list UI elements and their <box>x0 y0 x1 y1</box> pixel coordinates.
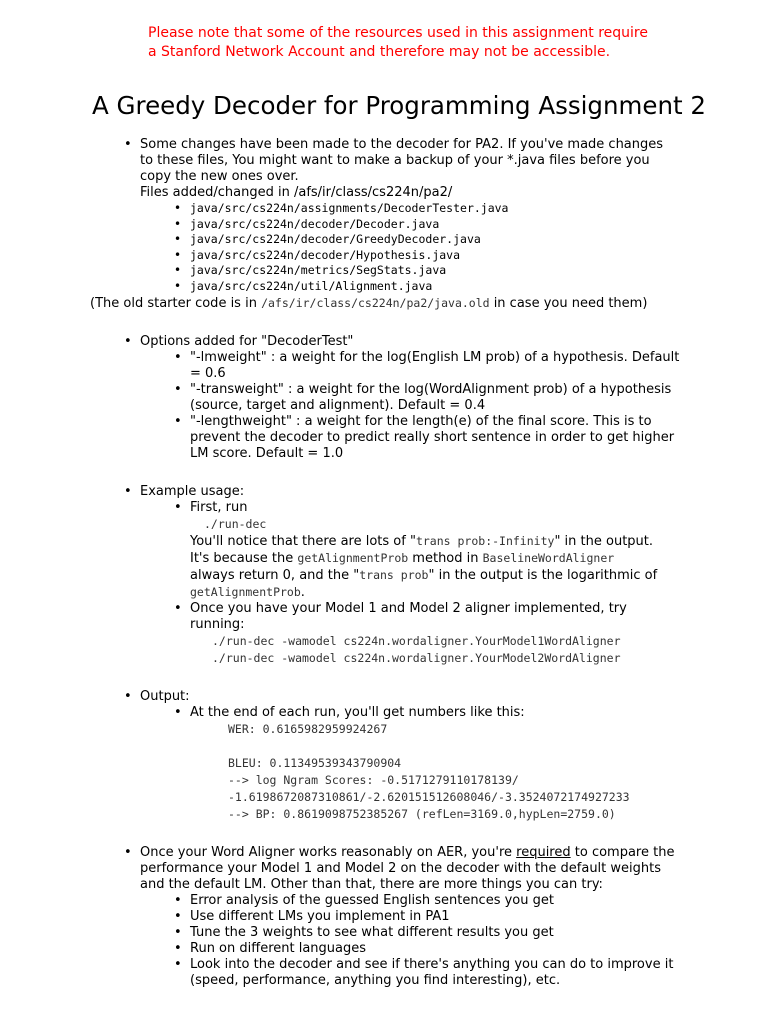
access-notice <box>148 24 648 62</box>
output-at-end <box>140 705 680 823</box>
usage-first-run <box>140 500 680 601</box>
changes-section <box>0 137 768 295</box>
files-list <box>190 201 680 295</box>
options-section <box>0 334 768 462</box>
once-have-label: • Once you have your Model 1 and Model 2 aligner implemented, try running: <box>190 600 627 632</box>
file-item: • java/src/cs224n/util/Alignment.java <box>190 279 680 295</box>
output-list <box>190 705 680 823</box>
always-a: always return 0, and the " <box>190 567 360 583</box>
changes-item <box>0 137 680 295</box>
trans-prob: trans prob <box>359 567 429 582</box>
ngram-line-2: -1.6198672087310861/-2.620151512608046/-3.3524072174927233 <box>228 789 630 804</box>
bp-line: --> BP: 0.8619098752385267 (refLen=3169.0,hypLen=2759.0) <box>228 806 616 821</box>
ngram-line-1: --> log Ngram Scores: -0.5171279110178139/ <box>228 772 519 787</box>
option-lmweight: • "-lmweight" : a weight for the log(English LM prob) of a hypothesis. Default = 0.6 <box>140 350 680 382</box>
tryout-section <box>0 845 768 989</box>
infinity-note-a: You'll notice that there are lots of " <box>190 533 416 549</box>
page-title: A Greedy Decoder for Programming Assignment 2 <box>92 91 706 120</box>
usage-heading: • Example usage: <box>140 483 245 499</box>
get-alignment-prob-2: getAlignmentProb <box>190 584 301 599</box>
files-heading: Files added/changed in /afs/ir/class/cs224n/pa2/ <box>140 185 453 200</box>
options-list <box>190 350 680 462</box>
tryout-list <box>190 893 680 989</box>
cmd-run-dec: ./run-dec <box>204 516 267 531</box>
old-code-prefix: (The old starter code is in <box>90 295 262 311</box>
changes-intro: • Some changes have been made to the decoder for PA2. If you've made changes to these files, You might want to make a backup of your *.java files before you copy the new ones over. <box>140 137 664 184</box>
required-word: required <box>516 844 571 860</box>
notice-line-2: a Stanford Network Account and therefore may not be accessible. <box>148 44 611 60</box>
option-transweight: • "-transweight" : a weight for the log(WordAlignment prob) of a hypothesis (source, target and alignment). Default = 0.4 <box>140 382 680 414</box>
tryout-list-item: • Run on different languages <box>140 941 680 957</box>
option-lengthweight: • "-lengthweight" : a weight for the length(e) of the final score. This is to prevent the decoder to predict really short sentence in order to get higher LM score. Default = 1.0 <box>140 414 680 462</box>
infinity-note-b: " in the output. <box>554 533 654 549</box>
bleu-line: BLEU: 0.11349539343790904 <box>228 755 402 770</box>
output-item <box>0 689 680 823</box>
options-item <box>0 334 680 462</box>
tryout-list-item: • Look into the decoder and see if there's anything you can do to improve it (speed, performance, anything you find interesting), etc. <box>140 957 680 989</box>
tryout-intro <box>140 845 680 893</box>
period: . <box>300 584 305 600</box>
output-section <box>0 689 768 823</box>
because-b: method in <box>408 550 483 566</box>
tryout-list-item: • Tune the 3 weights to see what different results you get <box>140 925 680 941</box>
old-code-path: /afs/ir/class/cs224n/pa2/java.old <box>261 295 490 310</box>
old-code-note <box>90 295 768 312</box>
file-item: • java/src/cs224n/metrics/SegStats.java <box>190 263 680 279</box>
page-content <box>0 137 768 989</box>
cmd-model1: ./run-dec -wamodel cs224n.wordaligner.YourModel1WordAligner <box>212 633 621 648</box>
tryout-item <box>0 845 680 989</box>
because-note <box>190 550 680 567</box>
notice-line-1: Please note that some of the resources used in this assignment require <box>148 25 648 41</box>
output-block <box>190 721 680 823</box>
usage-once-have <box>140 601 680 667</box>
tryout-intro-a: Once your Word Aligner works reasonably on AER, you're <box>140 844 517 860</box>
always-b: " in the output is the logarithmic of <box>428 567 658 583</box>
infinity-note <box>190 533 680 550</box>
tryout-intro-b: to compare the performance your Model 1 and Model 2 on the decoder with the default weights and the default LM. Other than that, there are more things you can try: <box>140 844 675 892</box>
because-a: It's because the <box>190 550 298 566</box>
tryout-list-item: • Error analysis of the guessed English sentences you get <box>140 893 680 909</box>
trans-prob-infinity: trans prob:-Infinity <box>415 533 555 548</box>
usage-item <box>0 484 680 667</box>
blank-line <box>228 738 680 755</box>
usage-list <box>190 500 680 667</box>
file-item: • java/src/cs224n/decoder/GreedyDecoder.java <box>190 232 680 248</box>
old-code-suffix: in case you need them) <box>489 295 648 311</box>
get-alignment-line <box>190 584 680 601</box>
always-note <box>190 567 680 584</box>
options-heading: • Options added for "DecoderTest" <box>140 333 354 349</box>
output-heading: • Output: <box>140 688 190 704</box>
cmd-model2: ./run-dec -wamodel cs224n.wordaligner.YourModel2WordAligner <box>212 650 621 665</box>
first-run-label: • First, run <box>190 499 248 515</box>
file-item: • java/src/cs224n/decoder/Hypothesis.java <box>190 248 680 264</box>
at-end-label: • At the end of each run, you'll get numbers like this: <box>190 704 525 720</box>
file-item: • java/src/cs224n/decoder/Decoder.java <box>190 217 680 233</box>
get-alignment-prob: getAlignmentProb <box>297 550 409 565</box>
wer-line: WER: 0.6165982959924267 <box>228 721 388 736</box>
tryout-list-item: • Use different LMs you implement in PA1 <box>140 909 680 925</box>
file-item: • java/src/cs224n/assignments/DecoderTester.java <box>190 201 680 217</box>
usage-section <box>0 484 768 667</box>
baseline-word-aligner: BaselineWordAligner <box>482 550 615 565</box>
